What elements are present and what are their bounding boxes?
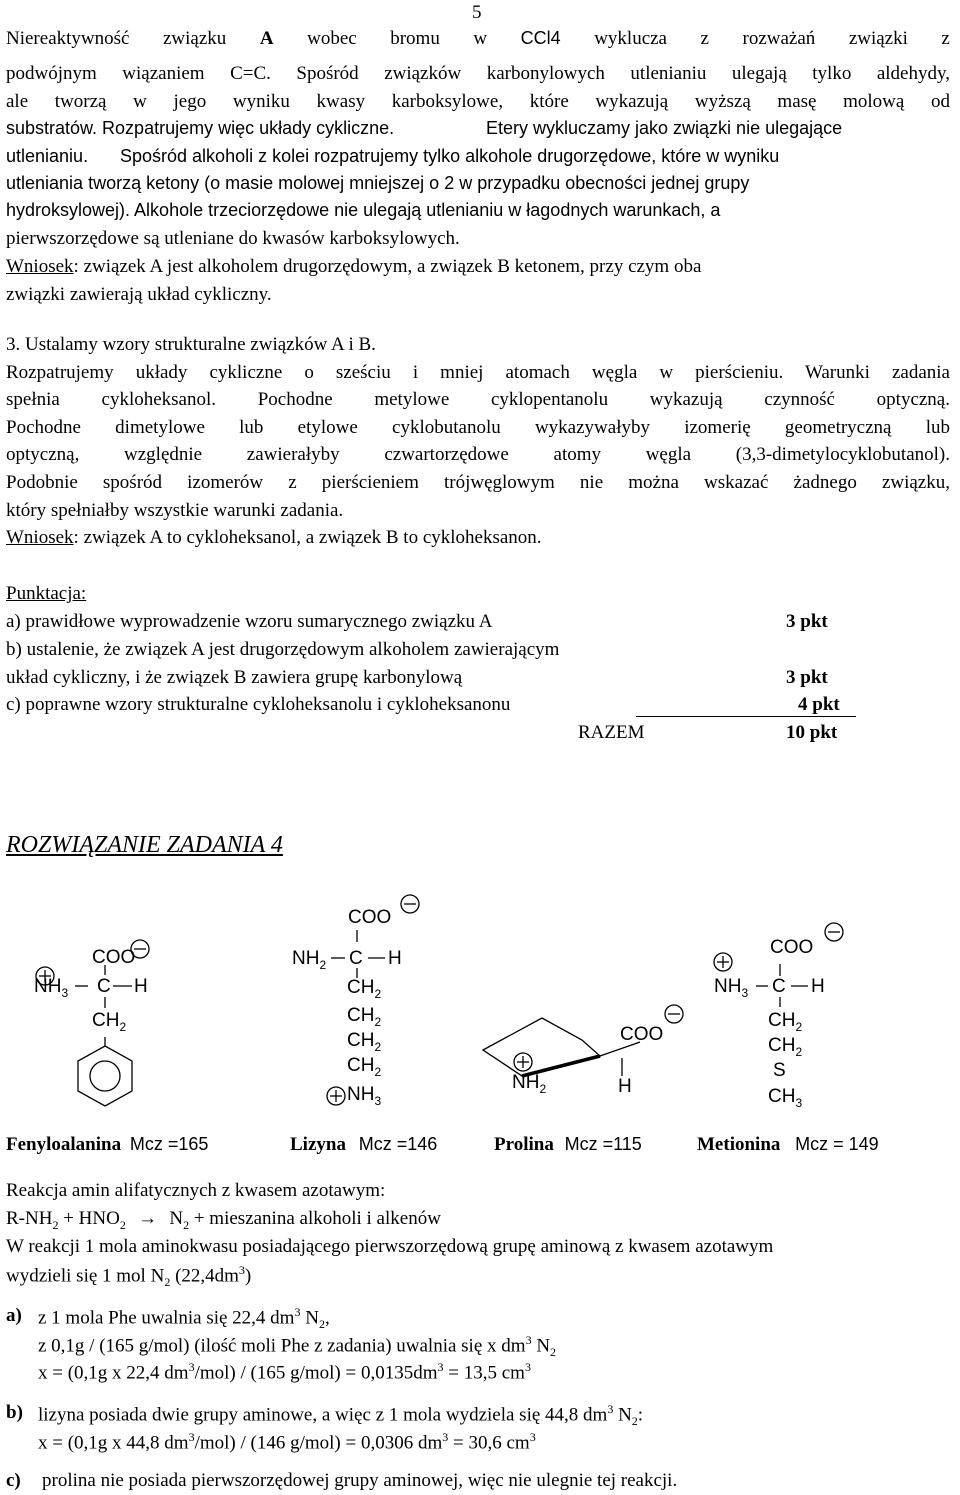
calc-a-line1: z 1 mola Phe uwalnia się 22,4 $dm^3$ $N_2$, (38, 1305, 330, 1332)
para2-line8: Wniosek: związek A to cykloheksanol, a związek B to cykloheksanon. (6, 527, 542, 548)
aa-methionine: Metionina Mcz = 149 (697, 1134, 879, 1155)
met-h: H (811, 976, 825, 997)
lys-c: C (349, 948, 363, 969)
scoring-total-points: 10 pkt (786, 722, 838, 743)
para2-line3: spełnia cykloheksanol. Pochodne metylowe cyklopentanolu wykazują czynność optyczną. (6, 389, 950, 410)
lys-h: H (388, 948, 402, 969)
calc-c-line1: prolina nie posiada pierwszorzędowej grupy aminowej, więc nie ulegnie tej reakcji. (42, 1470, 678, 1491)
para2-line2: Rozpatrujemy układy cykliczne o sześciu i mniej atomach węgla w pierścieniu. Warunki zadania (6, 362, 950, 383)
phe-ch2: $CH_2$ (92, 1010, 127, 1034)
scoring-underline (636, 716, 856, 717)
met-ch3: $CH_3$ (768, 1086, 803, 1110)
para2-line1: 3. Ustalamy wzory strukturalne związków A i B. (6, 334, 376, 355)
lys-nh3: $NH_3$ (347, 1084, 382, 1108)
calc-c-label: c) (6, 1470, 21, 1491)
reaction-intro: Reakcja amin alifatycznych z kwasem azotawym: (6, 1180, 386, 1201)
para1-line5b: Spośród alkoholi z kolei rozpatrujemy tylko alkohole drugorzędowe, które w wyniku (120, 146, 780, 166)
para2-line5: optyczną, względnie zawierałyby czwartorzędowe atomy węgla (3,3-dimetylocyklobutanol). (6, 444, 950, 465)
met-nh3: $NH_3$ (714, 976, 749, 1000)
lys-nh2: $NH_2$ (292, 948, 327, 972)
para1-line4: substratów. Rozpatrujemy więc układy cykliczne. (6, 118, 395, 138)
calc-a-line2: z 0,1g / (165 g/mol) (ilość moli Phe z zadania) uwalnia się x $dm^3$ $N_2$ (38, 1333, 557, 1360)
scoring-b1: b) ustalenie, że związek A jest drugorzędowym alkoholem zawierającym (6, 639, 560, 660)
aa-phenylalanine: Fenyloalanina Mcz =165 (6, 1134, 209, 1155)
amino-acid-structures (0, 880, 960, 1140)
scoring-a: a) prawidłowe wyprowadzenie wzoru sumarycznego związku A (6, 611, 493, 632)
arrow-icon: → (138, 1208, 158, 1229)
calc-b-line2: x = (0,1g x 44,8 $dm^3/mol) / (146$ g/mol) = 0,0306 $dm^3 = 30,6$ $cm^3$ (38, 1430, 536, 1454)
calc-a-line3: x = (0,1g x 22,4 $dm^3/mol) / (165$ $g/mol) = 0,0135dm^3 = 13,5$ $cm^3$ (38, 1360, 531, 1384)
para1-line2: podwójnym wiązaniem C=C. Spośród związków karbonylowych utlenianiu ulegają tylko aldehydy, (6, 63, 950, 84)
calc-a-label: a) (6, 1305, 22, 1326)
lys-ch2-1: $CH_2$ (347, 977, 382, 1001)
scoring-total-label: RAZEM (578, 722, 645, 743)
calc-b-label: b) (6, 1402, 23, 1423)
page-number: 5 (472, 2, 482, 23)
reaction-note1: W reakcji 1 mola aminokwasu posiadającego pierwszorzędową grupę aminową z kwasem azotawym (6, 1236, 774, 1257)
pro-nh2: $NH_2$ (512, 1072, 547, 1096)
scoring-a-points: 3 pkt (786, 611, 828, 632)
met-coo: COO (770, 937, 814, 958)
aa-proline: Prolina Mcz =115 (494, 1134, 642, 1155)
pro-coo: COO (620, 1024, 664, 1045)
para2-line7: który spełniałby wszystkie warunki zadania. (6, 500, 344, 521)
lys-ch2-3: $CH_2$ (347, 1030, 382, 1054)
para1-line6: utleniania tworzą ketony (o masie molowej mniejszej o 2 w przypadku obecności jednej grupy (6, 173, 750, 193)
para1-line8: pierwszorzędowe są utleniane do kwasów karboksylowych. (6, 228, 460, 249)
pro-h: H (618, 1076, 632, 1097)
para1-line5a: utlenianiu. (6, 146, 89, 166)
phe-c: C (97, 976, 111, 997)
met-ch2-2: $CH_2$ (768, 1035, 803, 1059)
para2-line6: Podobnie spośród izomerów z pierścieniem trójwęglowym nie można wskazać żadnego związku, (6, 472, 950, 493)
calc-b-line1: lizyna posiada dwie grupy aminowe, a więc z 1 mola wydziela się 44,8 $dm^3$ $N_2$: (38, 1402, 644, 1429)
para1-line7: hydroksylowej). Alkohole trzeciorzędowe nie ulegają utlenianiu w łagodnych warunkach, a (6, 200, 721, 220)
phe-coo: COO (92, 947, 136, 968)
reaction-note2: wydzieli się 1 mol $N_2$ $(22,4dm^3)$ (6, 1263, 252, 1290)
reaction-equation: $R-NH_2 + HNO_2 \to N_2$ + mieszanina alkoholi i alkenów (6, 1208, 441, 1232)
scoring-b2: układ cykliczny, i że związek B zawiera grupę karbonylową (6, 667, 463, 688)
scoring-c: c) poprawne wzory strukturalne cykloheksanolu i cykloheksanonu (6, 694, 511, 715)
phe-nh3: $NH_3$ (34, 976, 69, 1000)
para1-line9: Wniosek: związek A jest alkoholem drugorzędowym, a związek B ketonem, przy czym oba (6, 256, 702, 277)
aa-lysine: Lizyna Mcz =146 (290, 1134, 438, 1155)
para1-line10: związki zawierają układ cykliczny. (6, 284, 272, 305)
scoring-b-points: 3 pkt (786, 667, 828, 688)
para1-line3: ale tworzą w jego wyniku kwasy karboksylowe, które wykazują wyższą masę molową od (6, 91, 950, 112)
met-ch2-1: $CH_2$ (768, 1010, 803, 1034)
met-s: S (773, 1060, 786, 1081)
para1-line4b: Etery wykluczamy jako związki nie ulegające (486, 118, 843, 138)
met-c: C (772, 976, 786, 997)
scoring-c-points: 4 pkt (798, 694, 840, 715)
lys-coo: COO (348, 907, 392, 928)
para2-line4: Pochodne dimetylowe lub etylowe cyklobutanolu wykazywałyby izomerię geometryczną lub (6, 417, 950, 438)
lys-ch2-4: $CH_2$ (347, 1055, 382, 1079)
section-heading: ROZWIĄZANIE ZADANIA 4 (6, 832, 283, 858)
para1-line1: Niereaktywność związku A wobec bromu w CCl4 wyklucza z rozważań związki z (6, 28, 950, 49)
lys-ch2-2: $CH_2$ (347, 1005, 382, 1029)
scoring-title: Punktacja: (6, 583, 87, 604)
phe-h: H (134, 976, 148, 997)
